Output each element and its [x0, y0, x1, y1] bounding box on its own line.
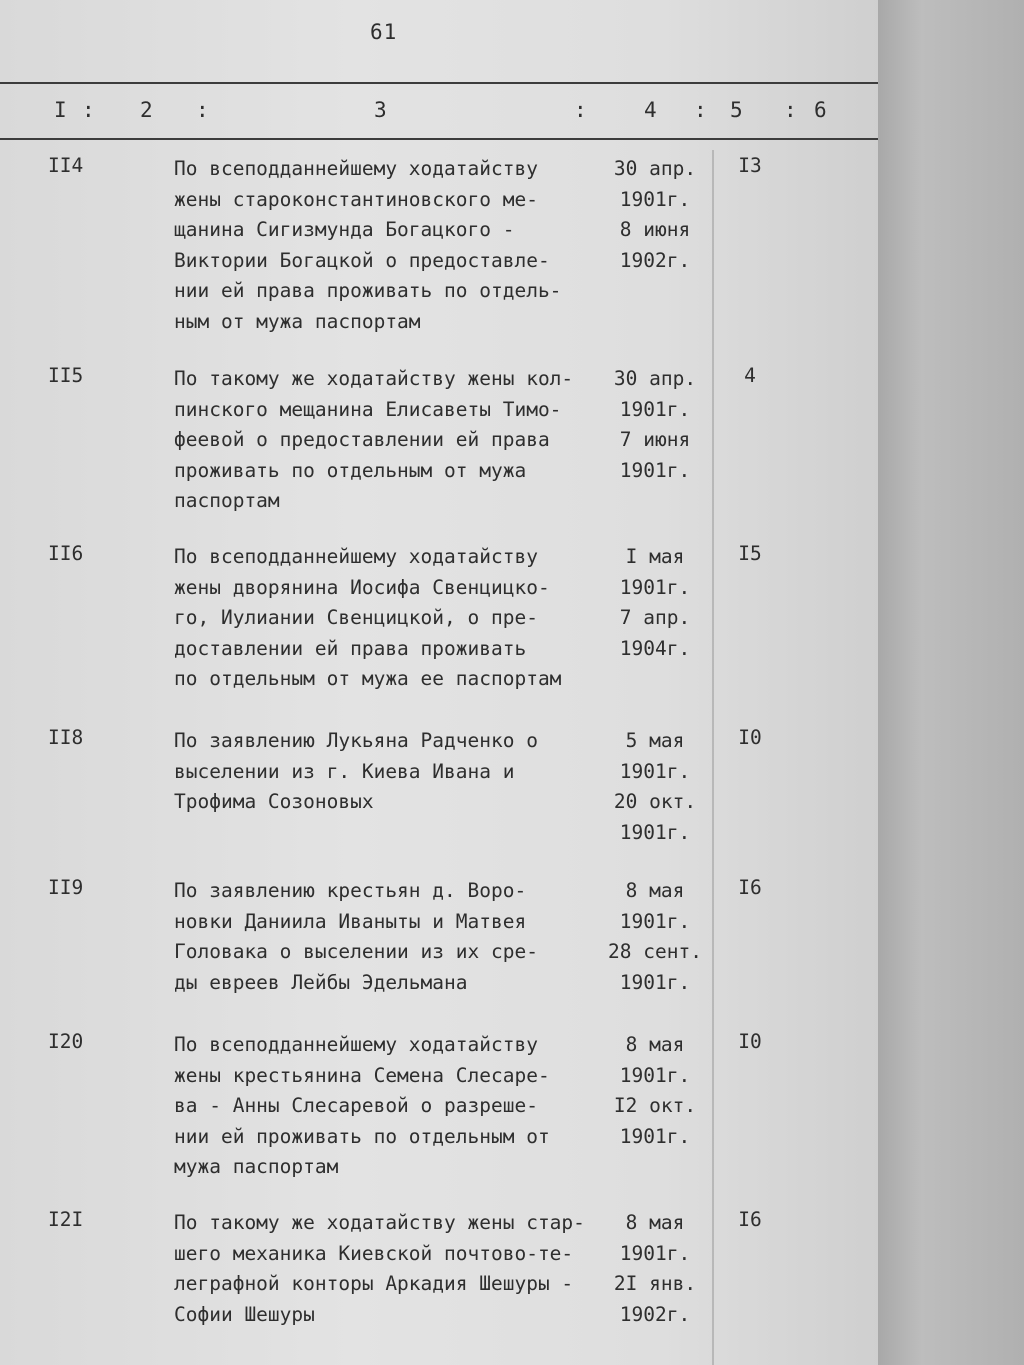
- description-line: Софии Шешуры: [174, 1302, 315, 1326]
- date-line: 28 сент.: [608, 940, 702, 963]
- column-header: I: [54, 98, 67, 122]
- description-line: феевой о предоставлении ей права: [174, 428, 550, 451]
- description-line: выселении из г. Киева Ивана и: [174, 759, 515, 783]
- entry-number: II9: [48, 876, 84, 899]
- date-line: 1901г.: [619, 909, 691, 933]
- entry-dates: [596, 1208, 714, 1330]
- adjacent-page-edge: [878, 0, 1024, 1365]
- column-separator: :: [574, 98, 587, 122]
- description-line: ва - Анны Слесаревой о разреше-: [174, 1094, 538, 1117]
- date-line: 5 мая: [625, 729, 685, 752]
- date-line: 1901г.: [619, 187, 691, 211]
- date-line: 1901г.: [619, 1124, 691, 1148]
- entry-dates: [596, 154, 714, 276]
- entry-dates: [596, 1030, 714, 1152]
- description-line: По всеподданнейшему ходатайству: [174, 1033, 538, 1056]
- entry-number: II4: [48, 154, 84, 177]
- entry-dates: [596, 542, 714, 664]
- column-header: 4: [644, 98, 657, 122]
- header-top-rule: [0, 82, 880, 84]
- date-line: 7 июня: [619, 428, 691, 451]
- entry-sheet-count: I6: [738, 876, 762, 899]
- description-line: нии ей проживать по отдельным от: [174, 1124, 550, 1148]
- date-line: I2 окт.: [613, 1094, 697, 1117]
- entry-dates: [596, 876, 714, 998]
- description-line: пинского мещанина Елисаветы Тимо-: [174, 397, 562, 421]
- entry-description: [174, 726, 614, 818]
- column-separator: :: [82, 98, 95, 122]
- description-line: проживать по отдельным от мужа: [174, 458, 527, 482]
- date-line: 20 окт.: [613, 790, 697, 813]
- date-line: 1901г.: [619, 397, 691, 421]
- column-separator: :: [694, 98, 707, 122]
- entry-sheet-count: I0: [738, 1030, 762, 1053]
- description-line: По всеподданнейшему ходатайству: [174, 157, 538, 180]
- date-line: I мая: [625, 545, 685, 568]
- description-line: по отдельным от мужа ее паспортам: [174, 667, 562, 690]
- entry-dates: [596, 726, 714, 848]
- date-line: 1902г.: [619, 1302, 691, 1326]
- entry-number: II6: [48, 542, 84, 565]
- entry-sheet-count: I5: [738, 542, 762, 565]
- description-line: По такому же ходатайству жены стар-: [174, 1211, 585, 1234]
- description-line: жены крестьянина Семена Слесаре-: [174, 1063, 550, 1087]
- description-line: мужа паспортам: [174, 1155, 339, 1178]
- description-line: По такому же ходатайству жены кол-: [174, 367, 574, 390]
- date-line: 8 мая: [625, 879, 685, 902]
- entry-description: [174, 876, 614, 998]
- date-line: 1901г.: [619, 759, 691, 783]
- column-separator: :: [196, 98, 209, 122]
- date-line: 1901г.: [619, 575, 691, 599]
- entry-sheet-count: I3: [738, 154, 762, 177]
- description-line: По заявлению Лукьяна Радченко о: [174, 729, 538, 752]
- description-line: По заявлению крестьян д. Воро-: [174, 879, 527, 902]
- date-line: 1901г.: [619, 458, 691, 482]
- description-line: го, Иулиании Свенцицкой, о пре-: [174, 606, 538, 629]
- date-line: 8 мая: [625, 1211, 685, 1234]
- entry-sheet-count: I6: [738, 1208, 762, 1231]
- column-header: 6: [814, 98, 827, 122]
- entry-sheet-count: 4: [744, 364, 756, 387]
- column-header: 2: [140, 98, 153, 122]
- date-line: 1901г.: [619, 970, 691, 994]
- date-line: 1902г.: [619, 248, 691, 272]
- date-line: 1901г.: [619, 1241, 691, 1265]
- description-line: Головака о выселении из их сре-: [174, 940, 538, 963]
- header-bottom-rule: [0, 138, 880, 140]
- entry-description: [174, 154, 614, 337]
- description-line: По всеподданнейшему ходатайству: [174, 545, 538, 568]
- date-line: 1901г.: [619, 1063, 691, 1087]
- description-line: шего механика Киевской почтово-те-: [174, 1241, 574, 1265]
- description-line: щанина Сигизмунда Богацкого -: [174, 218, 515, 241]
- entry-number: I20: [48, 1030, 84, 1053]
- entry-number: I2I: [48, 1208, 84, 1231]
- date-line: 1904г.: [619, 636, 691, 660]
- description-line: леграфной конторы Аркадия Шешуры -: [174, 1272, 574, 1295]
- entry-number: II5: [48, 364, 84, 387]
- column-header: 3: [374, 98, 387, 122]
- entry-sheet-count: I0: [738, 726, 762, 749]
- date-line: 7 апр.: [619, 606, 691, 629]
- description-line: нии ей права проживать по отдель-: [174, 279, 562, 302]
- date-line: 8 июня: [619, 218, 691, 241]
- entry-description: [174, 1030, 614, 1183]
- date-line: 1901г.: [619, 820, 691, 844]
- entry-number: II8: [48, 726, 84, 749]
- description-line: новки Даниила Иваныты и Матвея: [174, 909, 527, 933]
- date-line: 30 апр.: [613, 157, 697, 180]
- entry-description: [174, 542, 614, 695]
- entry-description: [174, 364, 614, 517]
- description-line: жены староконстантиновского ме-: [174, 187, 538, 211]
- description-line: Виктории Богацкой о предоставле-: [174, 248, 550, 272]
- page-number: 61: [370, 20, 398, 44]
- description-line: Трофима Созоновых: [174, 790, 374, 813]
- description-line: доставлении ей права проживать: [174, 636, 527, 660]
- column-header: 5: [730, 98, 743, 122]
- column-separator: :: [784, 98, 797, 122]
- date-line: 30 апр.: [613, 367, 697, 390]
- description-line: ным от мужа паспортам: [174, 309, 421, 333]
- entry-description: [174, 1208, 614, 1330]
- description-line: жены дворянина Иосифа Свенцицко-: [174, 575, 550, 599]
- entry-dates: [596, 364, 714, 486]
- column-headers: [0, 98, 880, 128]
- date-line: 8 мая: [625, 1033, 685, 1056]
- description-line: ды евреев Лейбы Эдельмана: [174, 970, 468, 994]
- description-line: паспортам: [174, 489, 280, 512]
- date-line: 2I янв.: [613, 1272, 697, 1295]
